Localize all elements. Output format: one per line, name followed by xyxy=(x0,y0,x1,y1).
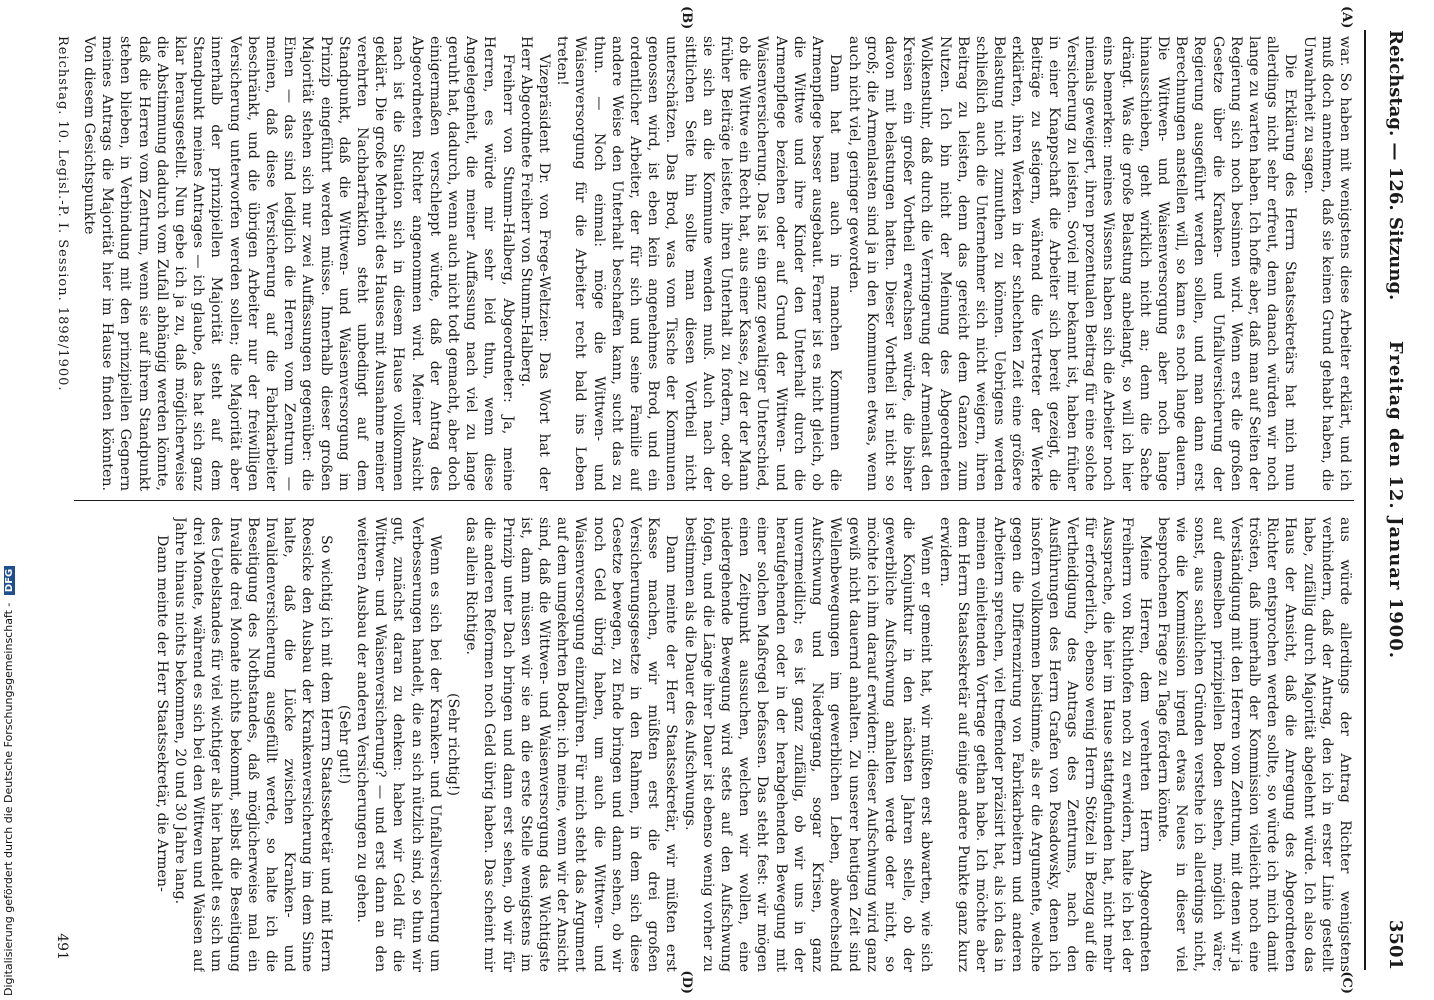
left-column xyxy=(74,36,1354,491)
margin-marker-b: (B) xyxy=(679,6,694,30)
paragraph: Dann meinte der Herr Staatssekretär, wir müßten erst Kasse machen, wir müßten erst die drei großen Versicherungsgesetze in den Rahmen, in dem sich diese Gesetze bewegen, zu Ende bringen und dann sehen, ob wir noch Geld übrig haben, um auch die Wittwen- und Waisenversorgung einzuführen. Für mich steht das Argument auf dem umgekehrten Boden: ich meine, wenn wir der Ansicht sind, daß die Wittwen- und Waisenversorgung das Wichtigste ist, dann müssen wir sie an die erste Stelle wenigstens im Prinzip unter Dach bringen und dann erst sehen, ob wir für die anderen Reformen noch Geld übrig haben. Das scheint mir das allein Richtige. xyxy=(463,517,680,972)
funding-text: Digitalisierung gefördert durch die Deutsche Forschungsgemeinschaft - xyxy=(2,602,15,996)
paragraph: Die Erklärung des Herrn Staatssekretärs hat mich nun allerdings nicht sehr erfreut, denn danach würden wir noch lange zu warten haben. Ich hoffe aber, daß man auf Seiten der Regierung sich noch besinnen wird. Wenn erst die großen Gesetze über die Kranken- und Unfallversicherung der Regierung ausgeführt werden sollen, und man dann erst Berechnungen anstellen will, so kann es noch lange dauern. Die Wittwen- und Waisenversorgung aber noch lange hinausschieben, geht wirklich nicht an; denn die Sache drängt. Was die große Belastung anbelangt, so will ich hier eins bemerken: meines Wissens haben sich die Arbeiter noch niemals geweigert, ihren prozentualen Beitrag für eine solche Versicherung zu leisten. Soviel mir bekannt ist, haben früher in einer Knappschaft die Arbeiter sich bereit gezeigt, die Beiträge zu steigern, während die Vertreter der Werke erklärten, ihren Werken in der schlechten Zeit eine größere Belastung nicht zumuthen zu können. Uebrigens werden schließlich auch die Unternehmer sich nicht weigern, ihren Beitrag zu leisten, denn das gereicht dem Ganzen zum Nutzen. Ich bin nicht der Meinung des Abgeordneten Wolkenstuhr, daß durch die Verringerung der Armenlast den Kreisen ein großer Vortheil erwachsen würde, die bisher davon mit belastungen hatten. Dieser Vortheil ist nicht so groß; die Armenlasten sind ja in den Kommunen etwas, wenn auch nicht viel, geringer geworden. xyxy=(845,36,1299,491)
header-date: Freitag den 12. Januar 1900. xyxy=(1385,340,1406,660)
margin-marker-d: (D) xyxy=(679,970,694,994)
paragraph: Meine Herren, dem verehrten Herrn Abgeordneten Freiherrn von Richthofen noch zu erwidern, halte ich bei der Aussprache, die hier im Hause stattgefunden hat, nicht mehr für erforderlich, ebenso wenig Herrn Stötzel in Bezug auf die Vertheidigung des Antrags des Zentrums, nach den Ausführungen des Herrn Grafen von Posadowsky, denen ich insofern vollkommen beistimme, als er die Argumente, welche gegen die Differenzirung von Fabrikarbeitern und anderen Arbeitern sprechen, viel treffender präzisirt hat, als ich das in meinen einleitenden Vortrage gethan habe. Ich möchte aber dem Herrn Staatssekretär auf einige andere Punkte ganz kurz erwidern. xyxy=(936,517,1153,972)
interjection: (Sehr richtig!) xyxy=(445,692,462,797)
right-column xyxy=(74,517,1354,972)
paragraph: Dann meinte der Herr Staatssekretär, die Armen- xyxy=(153,535,170,892)
funding-note xyxy=(2,566,15,996)
dfg-logo-icon: DFG xyxy=(4,566,15,595)
margin-marker-c: (C) xyxy=(1339,971,1354,994)
paragraph: aus würde allerdings der Antrag Richter wenigstens verhindern, daß der Antrag, den ich in erster Linie gestellt habe, zufällig durch Majorität abgelehnt würde. Ich also das Haus der Ansicht, daß die Anregung des Abgeordneten Richter entsprochen werden sollte, so würde ich mich damit trösten, daß innerhalb der Kommission vielleicht noch eine Verständigung mit den Herren vom Zentrum, mit denen wir ja auf demselben prinzipiellen Boden stehen, möglich wäre; sonst, aus sachlichen Gründen verstehe ich allerdings nicht, wie die Kommission irgend etwas Neues in dieser viel besprochenen Frage zu Tage fördern könnte. xyxy=(1154,517,1353,972)
paragraph: war. So haben mit wenigstens diese Arbeiter erklärt, und ich muß doch annehmen, daß sie keinen Grund gehabt haben, die Unwahrheit zu sagen. xyxy=(1300,36,1353,491)
page-header xyxy=(1364,30,1416,970)
paragraph: So wichtig ich mit dem Herrn Staatssekretär und mit Herrn Roesicke den Ausbau der Krankenversicherung im dem Sinne halte, daß die Lücke zwischen Kranken- und Invalidenversicherung ausgefüllt werde, so halte ich die Beseitigung des Nothstandes, daß möglicherweise mal ein Invalide drei Monate nichts bekommt, selbst die Beseitigung des Uebelstandes für viel wichtiger als hier handelt es sich um drei Monate, während es sich bei den Wittwen und Waisen auf Jahre hinaus nichts bekommen, 20 und 30 Jahre lang. xyxy=(172,517,334,972)
paragraph: Wenn er gemeint hat, wir müßten erst abwarten, wie sich die Konjunktur in den nächsten Jahren stelle, ob der gewerbliche Aufschwung anhalten werde oder nicht, so möchte ich ihm darauf erwidern: dieser Aufschwung wird ganz gewiß nicht dauernd anhalten. Zu unserer heutigen Zeit sind Wellenbewegungen im gewerblichen Leben, abwechselnd Aufschwung und Niedergang, sogar Krisen, ganz unvermeidlich; es ist ganz zufällig, ob wir uns in der heraufgehenden oder in der herabgehenden Bewegung mit einer solchen Maßregel befassen. Das steht fest: wir mögen einen Zeitpunkt aussuchen, welchen wir wollen, eine niedergehende Bewegung wird stets auf den Aufschwung folgen, und die Länge ihrer Dauer ist ebenso wenig vorher zu bestimmen als die Dauer des Aufschwungs. xyxy=(681,517,935,972)
paragraph: Wenn es sich bei der Kranken- und Unfallversicherung um Verbesserungen handelt, die an sich nützlich sind, so thun wir gut, zunächst daran zu denken: haben wir Geld für die Wittwen- und Waisenversicherung? — und erst dann an den weiteren Ausbau der anderen Versicherungen zu gehen. xyxy=(354,517,443,972)
interjection: (Sehr gut!) xyxy=(335,704,352,785)
margin-marker-a: (A) xyxy=(1339,6,1354,29)
paragraph: Freiherr von Stumm-Halberg, Abgeordneter: Ja, meine Herren, es würde mir sehr leid thun, wenn diese Angelegenheit, die meiner Auffassung nach viel zu lange geruht hat, dadurch, wenn auch nicht todt gemacht, aber doch einigermaßen verschleppt würde, daß der Antrag des Abgeordneten Richter angenommen wird. Meiner Ansicht nach ist die Situation sich in diesem Hause vollkommen geklärt. Die große Mehrheit des Hauses mit Ausnahme meiner verehrten Nachbarfraktion steht unbedingt auf dem Standpunkt, daß die Wittwen- und Waisenversorgung im Prinzip eingeführt werden müsse. Innerhalb dieser großen Majorität stehen sich nur zwei Auffassungen gegenüber: die Einen — das sind lediglich die Herren vom Zentrum — meinen, daß diese Versicherung auf die Fabrikarbeiter beschränkt, und die übrigen Arbeiter nur der freiwilligen Versicherung unterworfen werden sollen; die Majorität aber innerhalb der prinzipiellen Majorität steht auf dem Standpunkt meines Antrages — ich glaube, das hat sich ganz klar herausgestellt. Nun gebe ich ja zu, daß möglicherweise die Abstimmung dadurch vom Zufall abhängig werden könnte, daß die Herren vom Zentrum, wenn sie auf ihrem Standpunkt stehen blieben, in Verbindung mit den prinzipiellen Gegnern meines Antrags die Majorität hier im Hause finden könnten. Von diesem Gesichtspunkte xyxy=(80,36,516,491)
header-left: Reichstag. — 126. Sitzung. xyxy=(1385,30,1406,301)
header-page-number: 3501 xyxy=(1385,919,1406,970)
footer-page-number: 491 xyxy=(54,933,70,960)
column-divider xyxy=(74,500,1354,501)
page-footer: Reichstag. 10. Legisl.-P. I. Session. 1898/1900. xyxy=(55,36,70,392)
paragraph: Dann hat man auch in manchen Kommunen die Armenpflege besser ausgebaut. Ferner ist es nicht gleich, ob die Wittwe und ihre Kinder den Unterhalt durch die Armenpflege beziehen oder auf Grund der Wittwen- und Waisenversicherung. Das ist ein ganz gewaltiger Unterschied, ob die Wittwe ein Recht hat, aus einer Kasse, zu der der Mann früher Beiträge leistete, ihren Unterhalt zu fordern, oder ob sie sich an die Kommune wenden muß. Auch nach der sittlichen Seite hin sollte man diesen Vortheil nicht unterschätzen. Das Brod, was vom Tische der Kommunen genossen wird, ist eben kein angenehmes Brod, und ein ordentlicher Arbeiter, der für sich und seine Familie auf andere Weise den Unterhalt beschaffen kann, sucht das zu thun. — Noch einmal: möge die Wittwen- und Waisenversorgung für die Arbeiter recht bald ins Leben treten! xyxy=(554,36,844,491)
paragraph: Vizepräsident Dr. von Frege-Weltzien: Das Wort hat der Herr Abgeordnete Freiherr von Stumm-Halberg. xyxy=(517,36,553,491)
